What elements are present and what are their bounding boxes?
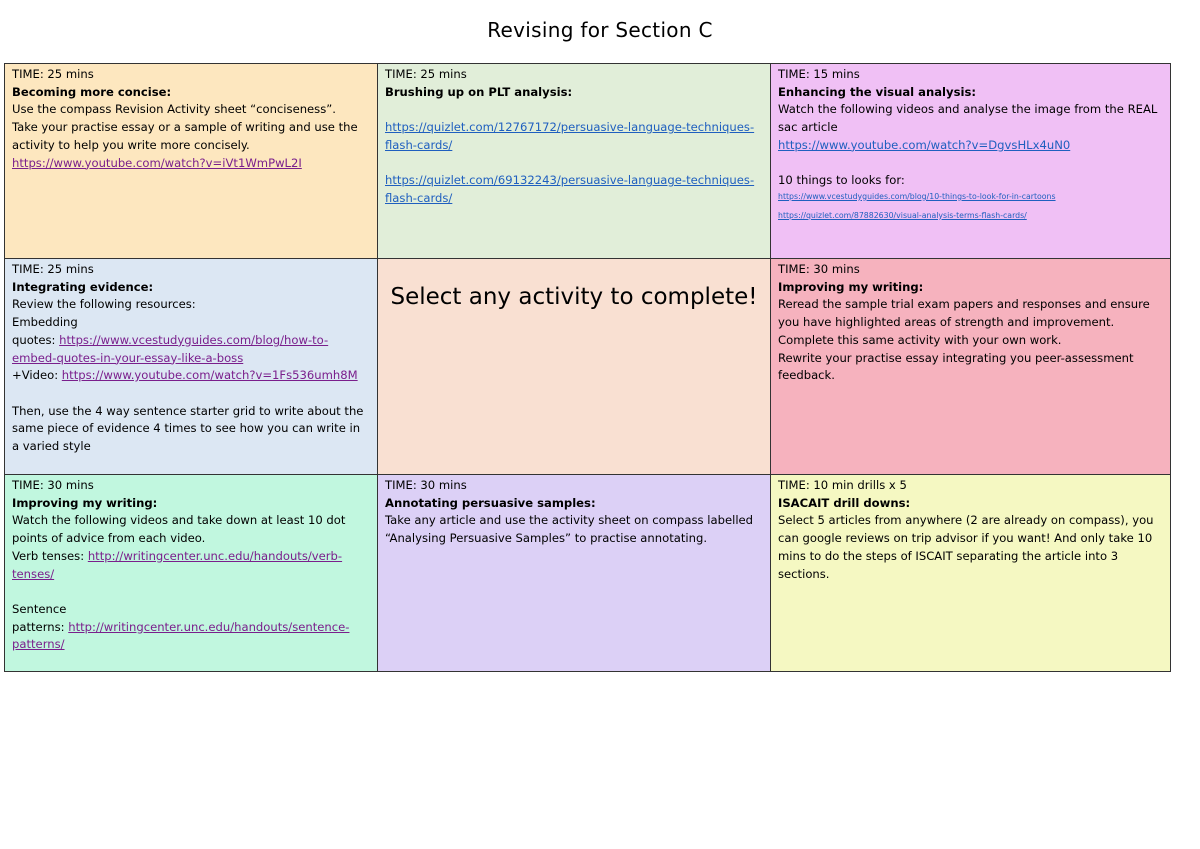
verb-tenses-label: Verb tenses:: [12, 548, 88, 563]
instruction-text: Sentence: [12, 601, 67, 616]
instruction-text: Take your practise essay or a sample of writing and use the activity to help you write more concisely.: [12, 120, 358, 152]
instruction-text: Review the following resources:: [12, 297, 196, 312]
instruction-text: Use the compass Revision Activity sheet “conciseness”.: [12, 102, 336, 117]
sentence-patterns-link[interactable]: http://writingcenter.unc.edu/handouts/sentence-patterns/: [12, 619, 350, 652]
instruction-text: Reread the sample trial exam papers and responses and ensure you have highlighted areas of strength and improvement.: [778, 297, 1150, 330]
cell-integrating-evidence: [5, 259, 378, 475]
cell-plt-analysis: [378, 64, 771, 259]
cell-isacait-drills: [771, 475, 1171, 672]
activity-grid: [4, 63, 1171, 672]
activity-heading: Brushing up on PLT analysis:: [385, 84, 573, 99]
time-label: TIME: 25 mins: [12, 262, 94, 276]
time-label: TIME: 25 mins: [12, 67, 94, 81]
cell-annotating-samples: [378, 475, 771, 672]
patterns-label: patterns:: [12, 619, 69, 634]
instruction-text: Select 5 articles from anywhere (2 are already on compass), you can google reviews on trip advisor if you want! And only take 10 mins to do the steps of ISCAIT separating the article into 3 sections.: [778, 513, 1154, 581]
instruction-text: Embedding: [12, 315, 78, 330]
activity-heading: Integrating evidence:: [12, 279, 154, 294]
activity-heading: ISACAIT drill downs:: [778, 495, 911, 510]
youtube-link[interactable]: https://www.youtube.com/watch?v=1Fs536umh8M: [61, 368, 358, 383]
quotes-label: quotes:: [12, 332, 60, 347]
time-label: TIME: 15 mins: [778, 67, 860, 81]
instruction-text: Complete this same activity with your own work.: [778, 332, 1062, 347]
time-label: TIME: 10 min drills x 5: [778, 478, 907, 492]
cell-improving-writing-1: [771, 259, 1171, 475]
time-label: TIME: 30 mins: [385, 478, 467, 492]
instruction-text: Rewrite your practise essay integrating you peer-assessment feedback.: [778, 350, 1134, 383]
instruction-text: Take any article and use the activity sheet on compass labelled “Analysing Persuasive Samples” to practise annotating.: [385, 513, 754, 546]
youtube-link[interactable]: https://www.youtube.com/watch?v=iVt1WmPwL2I: [12, 155, 302, 170]
youtube-link[interactable]: https://www.youtube.com/watch?v=DgvsHLx4uN0: [778, 137, 1071, 152]
instruction-text: Watch the following videos and take down at least 10 dot points of advice from each video.: [12, 513, 346, 546]
activity-heading: Improving my writing:: [12, 495, 158, 510]
cell-center-prompt: [378, 259, 771, 475]
instruction-text: Watch the following videos and analyse the image from the REAL sac article: [778, 102, 1158, 135]
quizlet-link[interactable]: https://quizlet.com/69132243/persuasive-language-techniques-flash-cards/: [385, 173, 755, 205]
time-label: TIME: 30 mins: [12, 478, 94, 492]
time-label: TIME: 30 mins: [778, 262, 860, 276]
activity-heading: Enhancing the visual analysis:: [778, 84, 976, 99]
activity-heading: Improving my writing:: [778, 279, 924, 294]
select-activity-prompt: Select any activity to complete!: [390, 284, 758, 310]
quizlet-link[interactable]: https://quizlet.com/12767172/persuasive-language-techniques-flash-cards/: [385, 120, 755, 152]
instruction-text: Then, use the 4 way sentence starter grid to write about the same piece of evidence 4 times to see how you can write in a varied style: [12, 403, 364, 454]
vce-study-guides-link[interactable]: https://www.vcestudyguides.com/blog/10-things-to-look-for-in-cartoons: [778, 191, 1056, 201]
verb-tenses-link[interactable]: http://writingcenter.unc.edu/handouts/verb-tenses/: [12, 548, 343, 581]
cell-visual-analysis: [771, 64, 1171, 259]
quizlet-link[interactable]: https://quizlet.com/87882630/visual-analysis-terms-flash-cards/: [778, 210, 1027, 220]
time-label: TIME: 25 mins: [385, 67, 467, 81]
video-label: +Video:: [12, 368, 62, 383]
activity-heading: Annotating persuasive samples:: [385, 495, 596, 510]
cell-concise: [5, 64, 378, 259]
page-title: Revising for Section C: [487, 18, 713, 42]
activity-heading: Becoming more concise:: [12, 84, 172, 99]
instruction-text: 10 things to looks for:: [778, 173, 905, 188]
cell-improving-writing-2: [5, 475, 378, 672]
embed-quotes-link[interactable]: https://www.vcestudyguides.com/blog/how-to-embed-quotes-in-your-essay-like-a-boss: [12, 332, 329, 365]
